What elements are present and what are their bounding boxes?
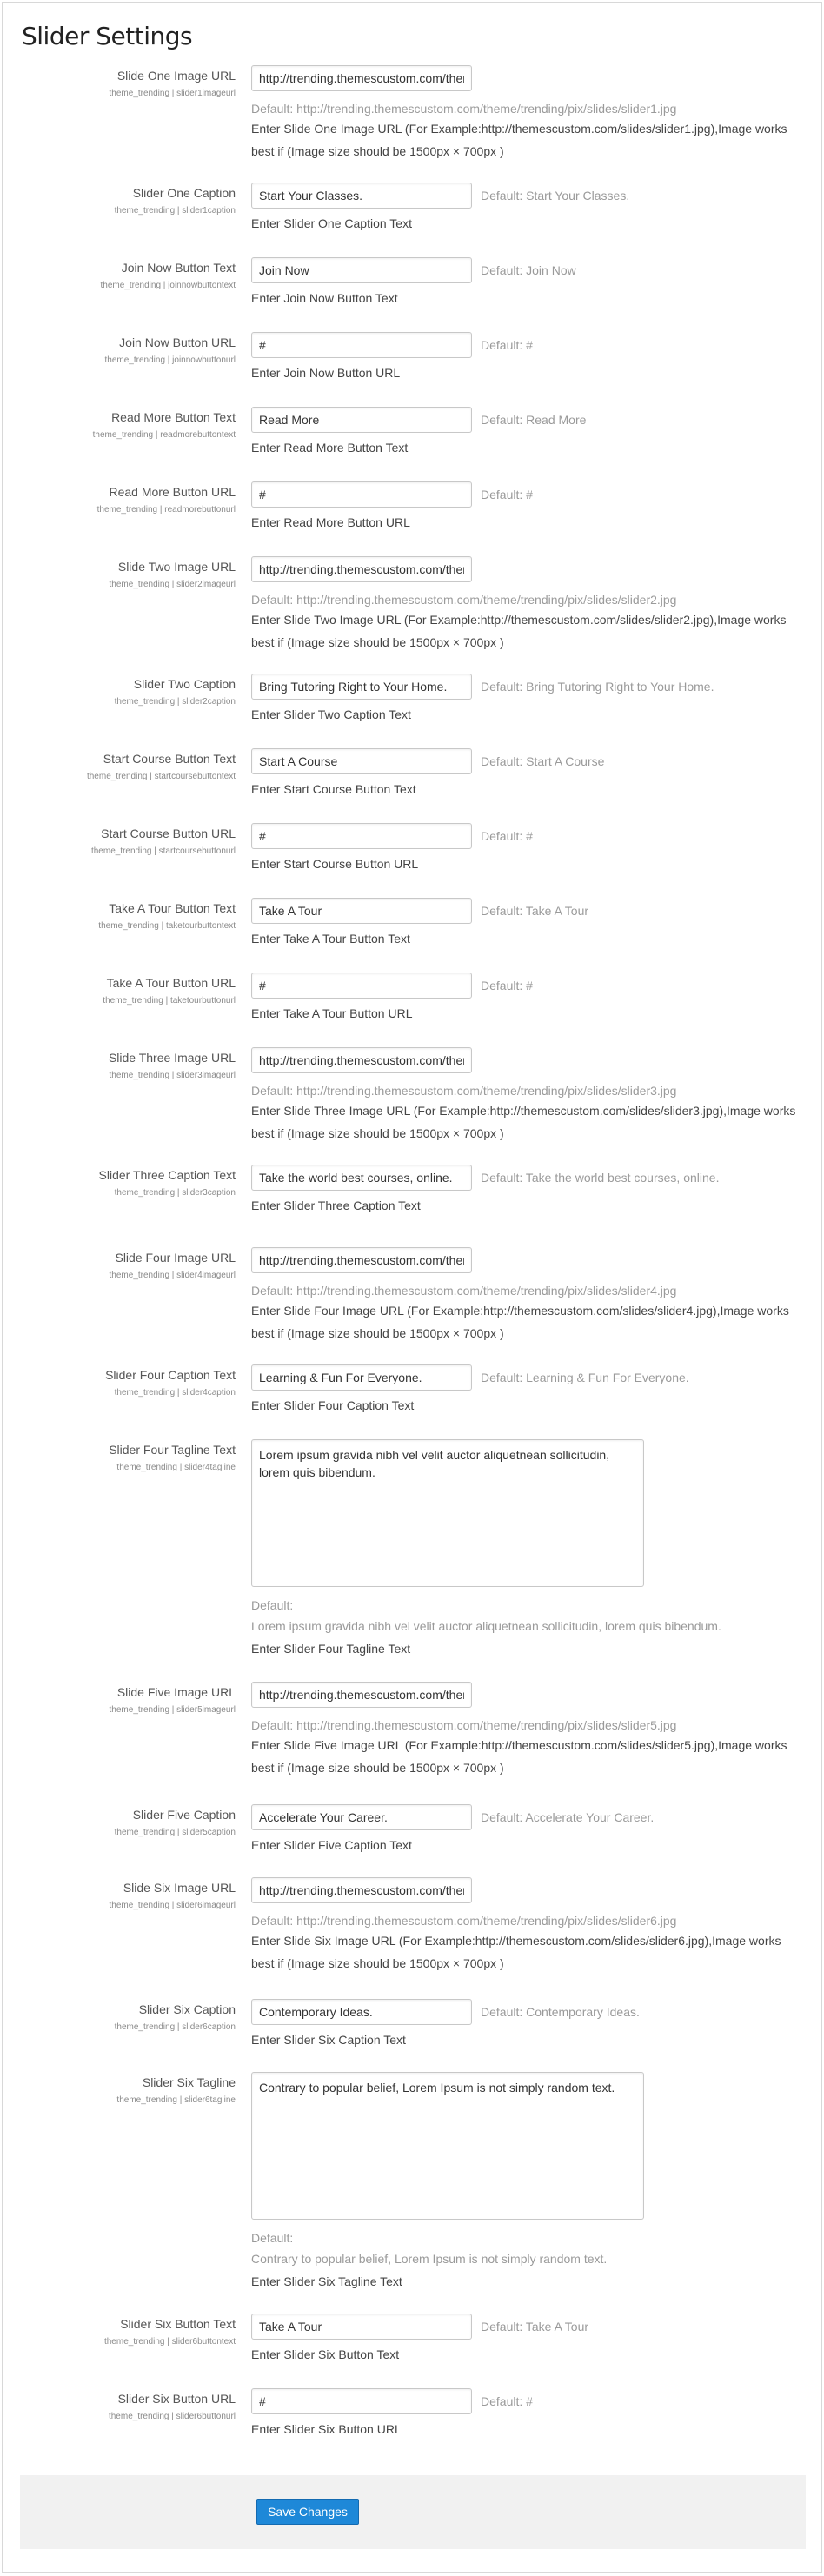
readmorebuttontext-input[interactable]	[251, 407, 472, 433]
setting-key: theme_trending | slider6buttonurl	[108, 2412, 236, 2421]
slider3caption-input[interactable]	[251, 1165, 472, 1191]
slider6imageurl-input[interactable]	[251, 1877, 472, 1903]
default-value: Default: #	[481, 338, 533, 352]
setting-description: Enter Slider Four Caption Text	[251, 1398, 415, 1412]
setting-description: Enter Start Course Button URL	[251, 857, 419, 871]
setting-key: theme_trending | startcoursebuttontext	[86, 772, 236, 781]
setting-label: Slider Six Button Text	[120, 2317, 236, 2331]
setting-label: Slider Six Button URL	[117, 2392, 236, 2406]
setting-key: theme_trending | slider6buttontext	[103, 2337, 236, 2347]
default-value: Default: #	[481, 979, 533, 993]
slider4imageurl-input[interactable]	[251, 1247, 472, 1273]
default-value: Default: http://trending.themescustom.com/theme/trending/pix/slides/slider4.jpg	[251, 1284, 677, 1298]
default-value: Default: http://trending.themescustom.com/theme/trending/pix/slides/slider1.jpg	[251, 102, 677, 116]
joinnowbuttonurl-input[interactable]	[251, 332, 472, 358]
slider2imageurl-input[interactable]	[251, 556, 472, 582]
default-value: Default: Start A Course	[481, 754, 605, 768]
setting-label: Take A Tour Button URL	[106, 976, 236, 990]
default-value: Default: #	[481, 2394, 533, 2408]
setting-label: Start Course Button Text	[103, 752, 236, 766]
setting-key: theme_trending | slider1imageurl	[109, 89, 236, 98]
slider3imageurl-input[interactable]	[251, 1047, 472, 1073]
slider4tagline-textarea[interactable]	[251, 1439, 644, 1587]
setting-label: Slider Two Caption	[133, 677, 236, 691]
slider2caption-input[interactable]	[251, 674, 472, 700]
setting-key: theme_trending | slider6imageurl	[109, 1901, 236, 1910]
setting-key: theme_trending | taketourbuttonurl	[103, 996, 236, 1006]
default-value: Default: #	[481, 488, 533, 501]
setting-description: Enter Slider Four Tagline Text	[251, 1642, 411, 1656]
setting-label: Slide Four Image URL	[115, 1251, 236, 1265]
taketourbuttonurl-input[interactable]	[251, 973, 472, 999]
setting-key: theme_trending | slider2imageurl	[109, 580, 236, 589]
default-value: Default: Lorem ipsum gravida nibh vel velit auctor aliquetnean sollicitudin, lorem quis bibendum.	[251, 1598, 721, 1633]
save-changes-button[interactable]: Save Changes	[256, 2499, 359, 2525]
default-value: Default: #	[481, 829, 533, 843]
setting-description: Enter Slider Six Tagline Text	[251, 2274, 402, 2288]
setting-label: Read More Button URL	[109, 485, 236, 499]
default-value: Default: Take A Tour	[481, 2320, 589, 2334]
setting-key: theme_trending | readmorebuttonurl	[96, 505, 236, 515]
taketourbuttontext-input[interactable]	[251, 898, 472, 924]
default-value: Default: http://trending.themescustom.com/theme/trending/pix/slides/slider2.jpg	[251, 593, 677, 607]
default-value: Default: http://trending.themescustom.com/theme/trending/pix/slides/slider3.jpg	[251, 1084, 677, 1098]
slider5caption-input[interactable]	[251, 1804, 472, 1830]
setting-key: theme_trending | joinnowbuttonurl	[104, 355, 236, 365]
setting-label: Join Now Button URL	[119, 335, 236, 349]
setting-key: theme_trending | slider5caption	[114, 1828, 236, 1837]
setting-description: Enter Read More Button URL	[251, 515, 410, 529]
setting-label: Slider Three Caption Text	[98, 1168, 236, 1182]
setting-key: theme_trending | slider5imageurl	[109, 1705, 236, 1715]
setting-description: Enter Slider Six Caption Text	[251, 2033, 406, 2047]
setting-description: Enter Take A Tour Button Text	[251, 932, 410, 946]
setting-label: Slide Six Image URL	[123, 1881, 236, 1895]
setting-description: Enter Slide Five Image URL (For Example:http://themescustom.com/slides/slider5.jpg),Image works best if (Image size should be 1500px × 700px )	[251, 1738, 787, 1775]
slider6caption-input[interactable]	[251, 1999, 472, 2025]
setting-label: Slide Two Image URL	[117, 560, 236, 574]
setting-description: Enter Slide Two Image URL (For Example:http://themescustom.com/slides/slider2.jpg),Image works best if (Image size should be 1500px × 700px )	[251, 613, 787, 649]
setting-description: Enter Slide One Image URL (For Example:http://themescustom.com/slides/slider1.jpg),Image works best if (Image size should be 1500px × 700px )	[251, 122, 787, 158]
setting-key: theme_trending | slider4tagline	[116, 1463, 236, 1472]
default-value: Default: Take the world best courses, online.	[481, 1171, 720, 1185]
setting-key: theme_trending | startcoursebuttonurl	[90, 846, 236, 856]
default-value: Default: Contemporary Ideas.	[481, 2005, 640, 2019]
setting-key: theme_trending | slider6tagline	[116, 2095, 236, 2105]
setting-description: Enter Join Now Button Text	[251, 291, 398, 305]
startcoursebuttonurl-input[interactable]	[251, 823, 472, 849]
setting-label: Take A Tour Button Text	[109, 901, 236, 915]
default-value: Default: Contrary to popular belief, Lorem Ipsum is not simply random text.	[251, 2231, 608, 2266]
setting-description: Enter Slider One Caption Text	[251, 216, 412, 230]
setting-label: Slider Four Tagline Text	[109, 1443, 236, 1457]
setting-key: theme_trending | slider6caption	[114, 2022, 236, 2032]
setting-key: theme_trending | readmorebuttontext	[92, 430, 236, 440]
setting-key: theme_trending | slider4caption	[114, 1388, 236, 1398]
setting-label: Slider Five Caption	[132, 1808, 236, 1822]
slider6buttontext-input[interactable]	[251, 2314, 472, 2340]
slider1imageurl-input[interactable]	[251, 65, 472, 91]
default-value: Default: Read More	[481, 413, 587, 427]
setting-label: Slider One Caption	[132, 186, 236, 200]
setting-description: Enter Take A Tour Button URL	[251, 1006, 413, 1020]
setting-label: Join Now Button Text	[121, 261, 236, 275]
setting-description: Enter Slider Six Button Text	[251, 2347, 400, 2361]
setting-label: Read More Button Text	[111, 410, 236, 424]
default-value: Default: Accelerate Your Career.	[481, 1810, 655, 1824]
setting-label: Start Course Button URL	[101, 827, 236, 840]
setting-key: theme_trending | slider4imageurl	[109, 1271, 236, 1280]
page-title: Slider Settings	[22, 22, 193, 50]
startcoursebuttontext-input[interactable]	[251, 748, 472, 774]
settings-panel	[2, 2, 822, 2573]
setting-key: theme_trending | slider3caption	[114, 1188, 236, 1198]
setting-label: Slide One Image URL	[116, 69, 236, 83]
default-value: Default: http://trending.themescustom.com/theme/trending/pix/slides/slider5.jpg	[251, 1718, 677, 1732]
default-value: Default: Join Now	[481, 263, 576, 277]
setting-description: Enter Start Course Button Text	[251, 782, 416, 796]
setting-label: Slider Six Caption	[138, 2002, 236, 2016]
default-value: Default: Take A Tour	[481, 904, 589, 918]
setting-label: Slider Six Tagline	[142, 2075, 236, 2089]
setting-label: Slide Five Image URL	[116, 1685, 236, 1699]
default-value: Default: Bring Tutoring Right to Your Home.	[481, 680, 714, 694]
setting-description: Enter Slider Three Caption Text	[251, 1198, 421, 1212]
setting-label: Slider Four Caption Text	[105, 1368, 236, 1382]
setting-description: Enter Read More Button Text	[251, 441, 409, 455]
readmorebuttonurl-input[interactable]	[251, 481, 472, 508]
slider6tagline-textarea[interactable]	[251, 2072, 644, 2220]
setting-key: theme_trending | taketourbuttontext	[98, 921, 236, 931]
setting-key: theme_trending | slider2caption	[114, 697, 236, 707]
slider5imageurl-input[interactable]	[251, 1682, 472, 1708]
setting-description: Enter Slide Three Image URL (For Example:http://themescustom.com/slides/slider3.jpg),Image works best if (Image size should be 1500px × 700px )	[251, 1104, 796, 1140]
slider6buttonurl-input[interactable]	[251, 2388, 472, 2414]
setting-key: theme_trending | joinnowbuttontext	[100, 281, 236, 290]
setting-key: theme_trending | slider3imageurl	[109, 1071, 236, 1080]
setting-description: Enter Join Now Button URL	[251, 366, 401, 380]
setting-description: Enter Slide Six Image URL (For Example:http://themescustom.com/slides/slider6.jpg),Image works best if (Image size should be 1500px × 700px )	[251, 1934, 781, 1970]
slider4caption-input[interactable]	[251, 1364, 472, 1391]
setting-description: Enter Slider Five Caption Text	[251, 1838, 412, 1852]
joinnowbuttontext-input[interactable]	[251, 257, 472, 283]
setting-key: theme_trending | slider1caption	[114, 206, 236, 216]
default-value: Default: Start Your Classes.	[481, 189, 630, 202]
setting-description: Enter Slider Two Caption Text	[251, 707, 411, 721]
default-value: Default: Learning & Fun For Everyone.	[481, 1371, 689, 1384]
setting-label: Slide Three Image URL	[108, 1051, 236, 1065]
form-actions-bar	[20, 2475, 806, 2549]
default-value: Default: http://trending.themescustom.com/theme/trending/pix/slides/slider6.jpg	[251, 1914, 677, 1928]
setting-description: Enter Slider Six Button URL	[251, 2422, 402, 2436]
setting-description: Enter Slide Four Image URL (For Example:http://themescustom.com/slides/slider4.jpg),Image works best if (Image size should be 1500px × 700px )	[251, 1304, 789, 1340]
slider1caption-input[interactable]	[251, 183, 472, 209]
